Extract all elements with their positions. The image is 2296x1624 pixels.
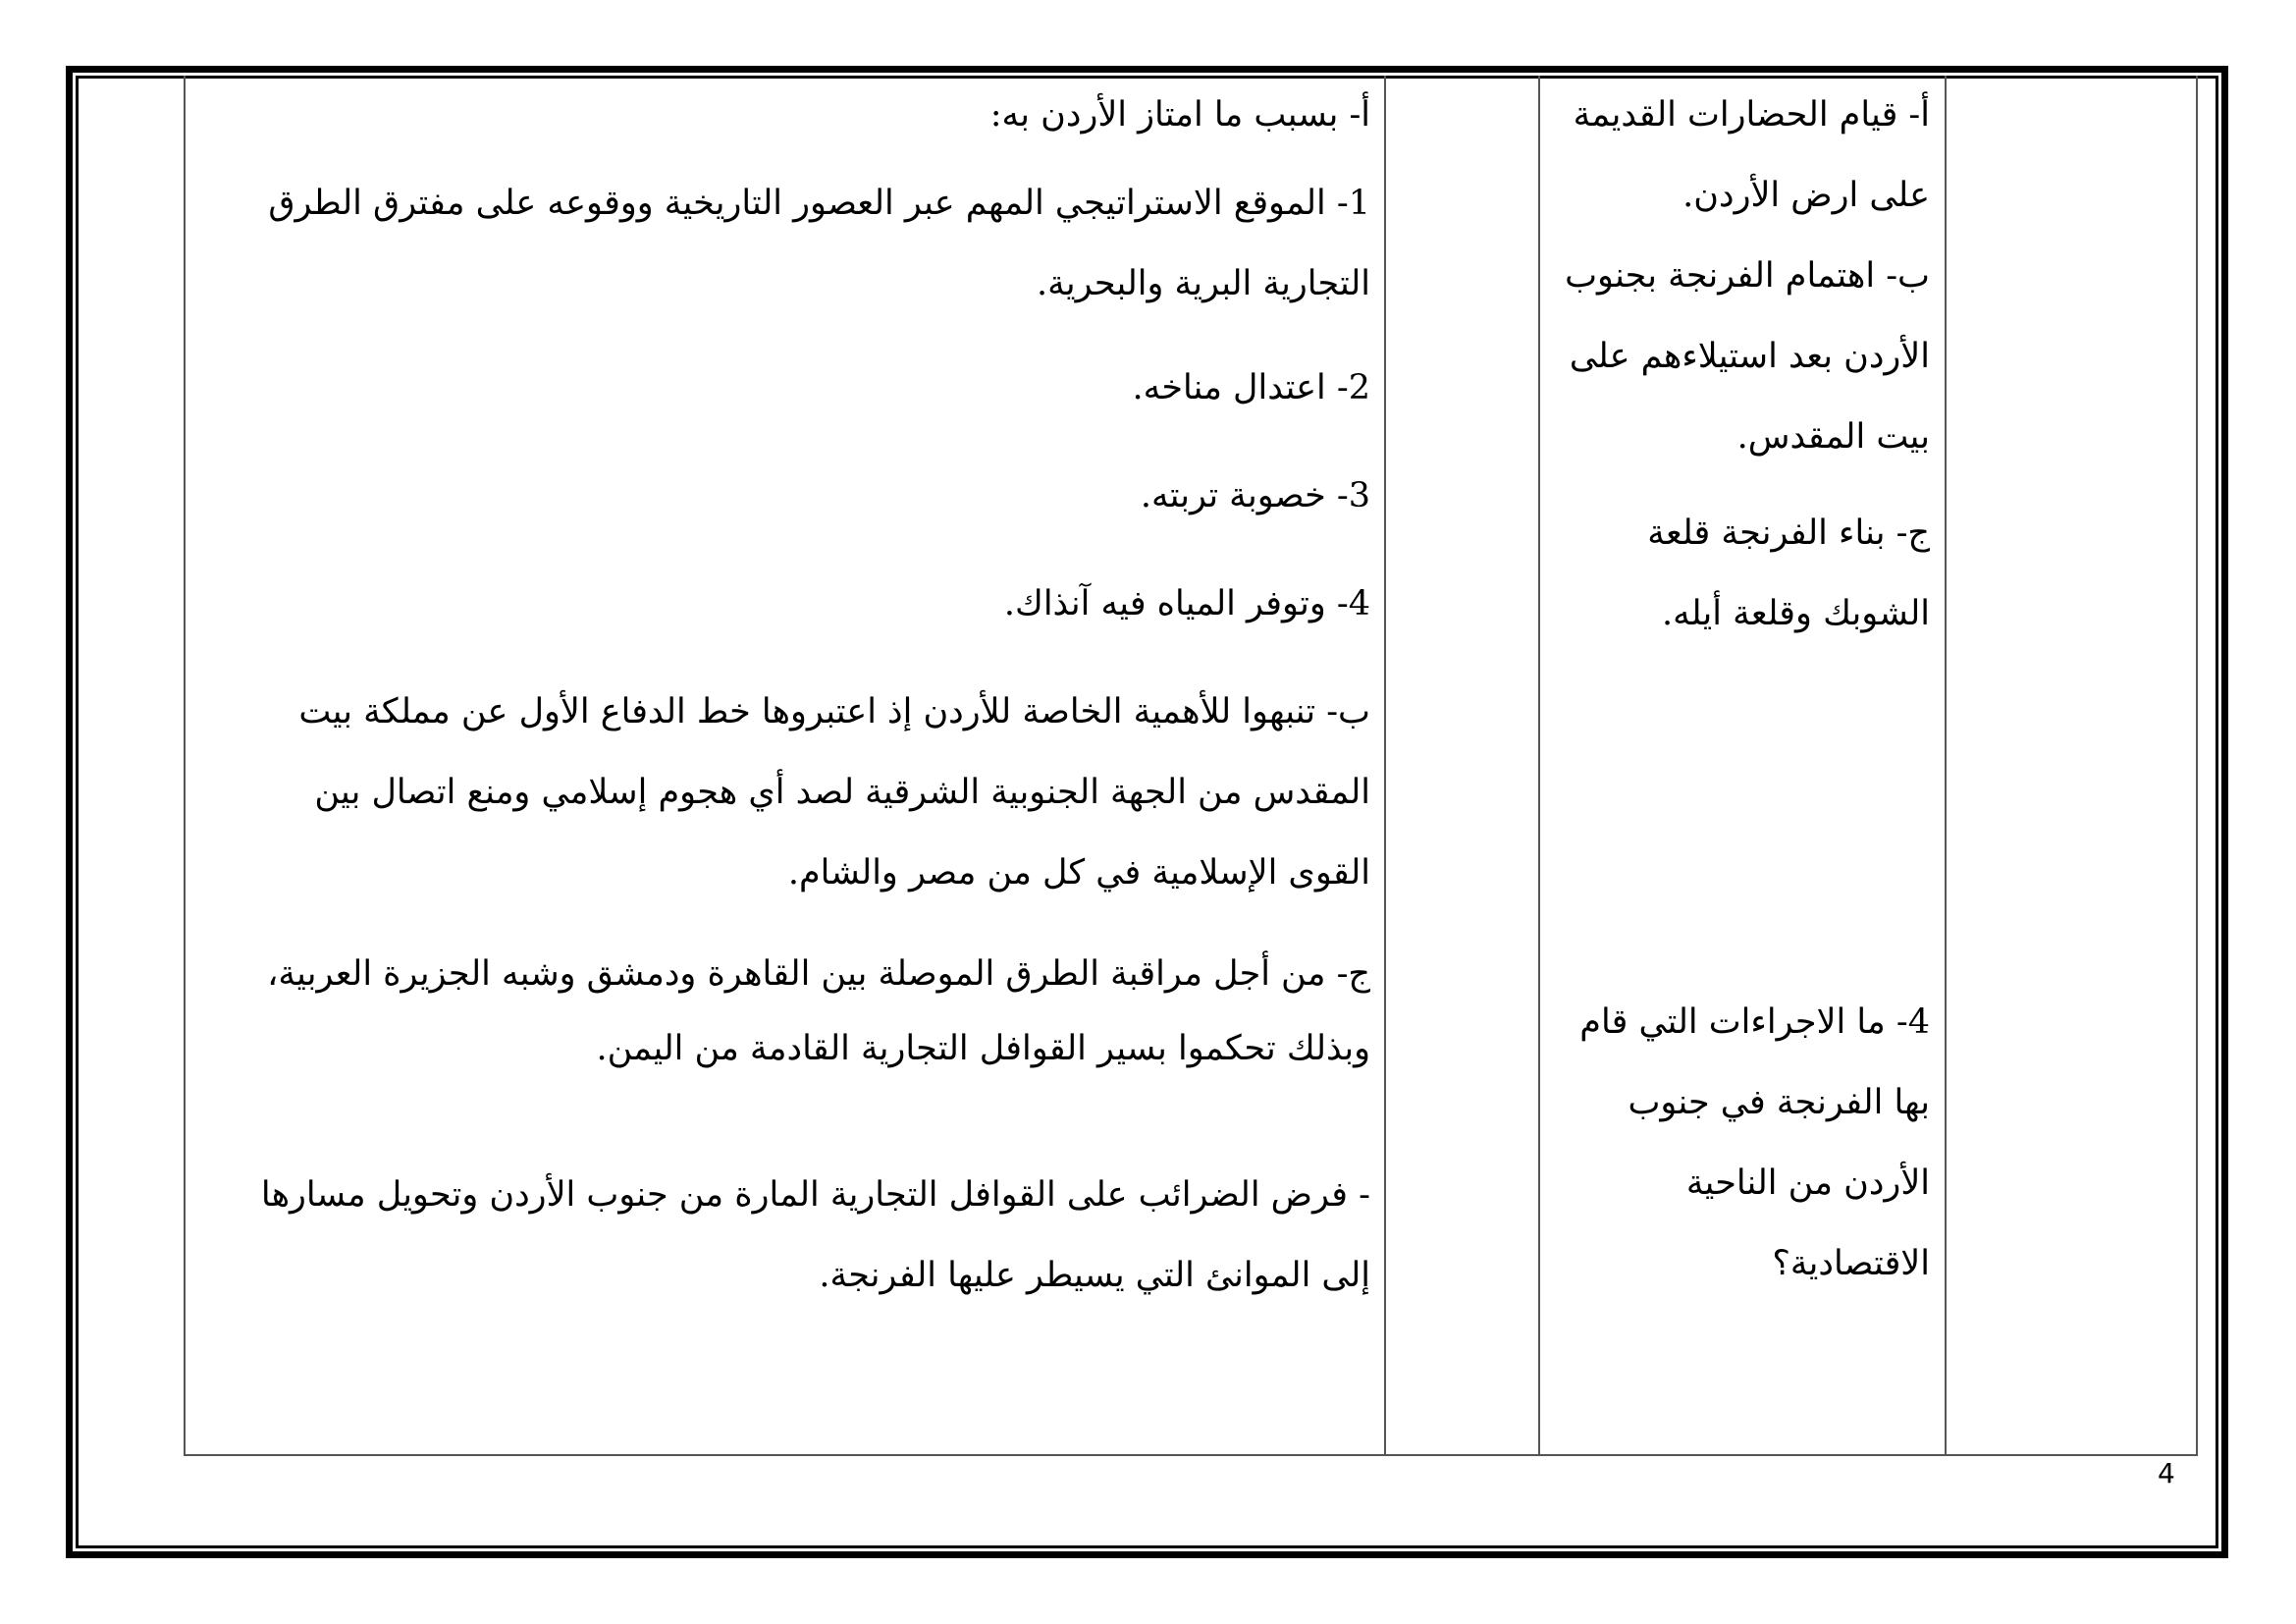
question-a: أ- قيام الحضارات القديمة على ارض الأردن. (1573, 95, 1930, 215)
answer-a-item-2: 2- اعتدال مناخه. (1132, 368, 1370, 407)
answer-cell (228, 75, 1370, 1316)
column-divider (1384, 76, 1386, 1454)
answer-a-item-4: 4- وتوفر المياه فيه آنذاك. (1003, 584, 1370, 623)
table-border-bottom (184, 1454, 2198, 1456)
answer-a-intro: أ- بسبب ما امتاز الأردن به: (989, 95, 1370, 135)
question-b: ب- اهتمام الفرنجة بجنوب الأردن بعد استيلاءهم على بيت المقدس. (1565, 256, 1930, 457)
answer-a-item-3: 3- خصوبة تربته. (1140, 476, 1370, 515)
answer-c: ج- من أجل مراقبة الطرق الموصلة بين القاهرة ودمشق وشبه الجزيرة العربية، وبذلك تحكموا بسير القوافل التجارية القادمة من اليمن. (267, 954, 1370, 1068)
answer-b: ب- تنبهوا للأهمية الخاصة للأردن إذ اعتبروها خط الدفاع الأول عن مملكة بيت المقدس من الجهة الجنوبية الشرقية لصد أي هجوم إسلامي ومنع اتصال بين القوى الإسلامية في كل من مصر والشام. (298, 692, 1370, 893)
page-number: 4 (2158, 1457, 2175, 1489)
question-4: 4- ما الاجراءات التي قام بها الفرنجة في جنوب الأردن من الناحية الاقتصادية؟ (1579, 1002, 1930, 1283)
answer-a-item-1: 1- الموقع الاستراتيجي المهم عبر العصور التاريخية ووقوعه على مفترق الطرق التجارية البرية والبحرية. (268, 184, 1370, 303)
column-divider (1945, 76, 1947, 1454)
table-border-right (2196, 76, 2198, 1454)
answer-q4: - فرض الضرائب على القوافل التجارية المارة من جنوب الأردن وتحويل مسارها إلى الموانئ التي يسيطر عليها الفرنجة. (260, 1175, 1370, 1295)
column-divider (1538, 76, 1540, 1454)
table-border-left (184, 76, 186, 1454)
question-cell (1565, 75, 1930, 1304)
question-c: ج- بناء الفرنجة قلعة الشوبك وقلعة أيله. (1647, 514, 1930, 633)
